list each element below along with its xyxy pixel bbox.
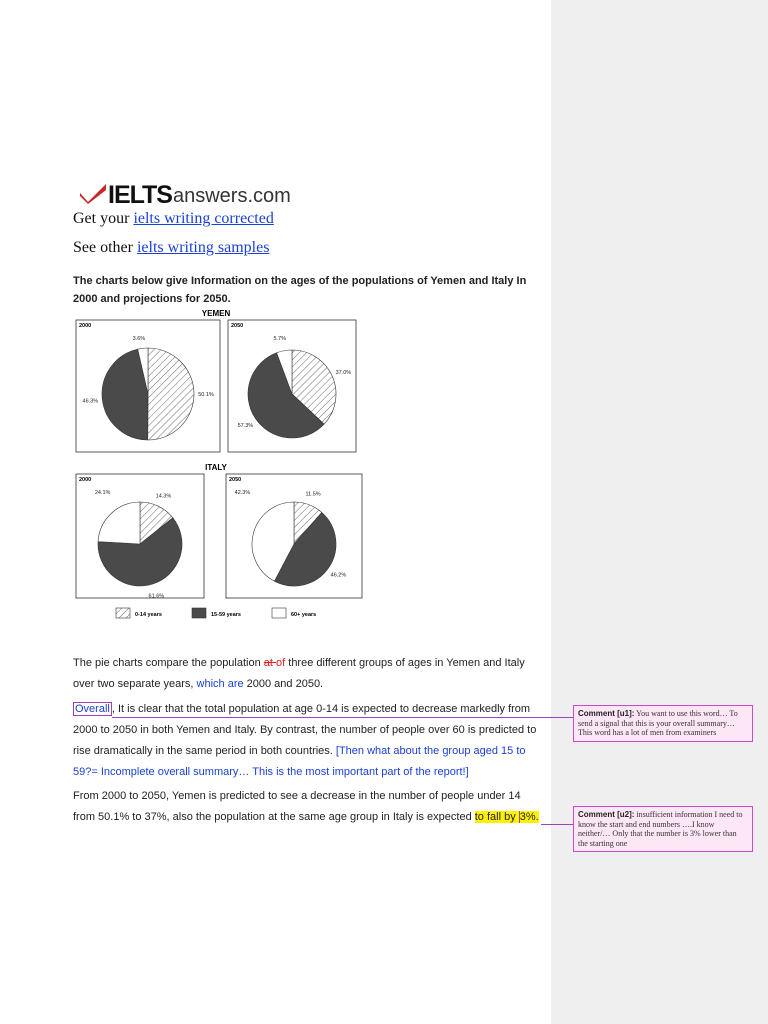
pie-data-label: 46.3% [82,398,99,405]
p1-text-a: The pie charts compare the population [73,657,264,669]
p2-reviewer-note: [Then what about the group aged 15 to 59?= Incomplete overall summary… This is the most important part of the report!] [73,745,526,778]
p1-blue-text: which are [196,678,244,690]
logo-ielts-text: IELTS [108,181,172,209]
p1-inserted-text: of [276,657,286,669]
comment-pane [551,0,768,1024]
pie-data-label: 50.1% [198,392,214,399]
p2-text: , It is clear that the total population at age 0-14 is expected to decrease markedly from 2000 to 2050 in both Yemen and Italy. By contrast, the number of people over 60 is predicted to rise dramatically in the same period in both countries. [73,703,537,757]
pie-charts-figure [70,306,370,626]
task-prompt: The charts below give Information on the ages of the populations of Yemen and Italy In 2000 and projections for 2050. [73,275,527,305]
pie-data-label: 57.3% [237,423,254,430]
overall-commented-word[interactable]: Overall [75,703,110,715]
pie-data-label: 3.6% [132,336,146,342]
chart-year-label: 2050 [231,323,244,329]
checkmark-logo-icon [78,182,108,204]
comment-2-connector [541,824,573,825]
legend-swatch-0-14 [116,608,130,618]
paragraph-2 [73,699,543,783]
comment-u1[interactable] [573,705,753,742]
get-corrected-line [73,210,274,228]
italy-title: ITALY [205,463,227,472]
p3-text: From 2000 to 2050, Yemen is predicted to see a decrease in the number of people under 14 from 50.1% to 37%, also the population at the same age group in Italy is expected [73,790,521,823]
legend-swatch-60-plus [272,608,286,618]
legend-label-60-plus: 60+ years [291,612,317,618]
comment-u2-tag: Comment [u2]: [578,810,635,819]
legend-label-15-59: 15-59 years [211,612,241,618]
other-samples-line [73,239,269,257]
ieltsanswers-logo[interactable] [78,176,291,209]
comment-u1-tag: Comment [u1]: [578,709,635,718]
p1-text-c: 2000 and 2050. [243,678,324,690]
pie-data-label: 14.3% [155,493,172,500]
comment-u2-text: insufficient information I need to know the start and end numbers ….I know neither/… Only that the number is 3% lower than the starting one [578,810,743,848]
line2-prefix: See other [73,239,137,256]
chart-legend [116,608,316,618]
p1-deleted-text: at [263,657,277,669]
chart-year-label: 2000 [79,477,92,483]
pie-data-label: 61.6% [148,593,165,600]
comment-1-anchor-line [112,717,546,718]
pie-data-label: 42.3% [234,490,251,496]
logo-answers-text: answers.com [172,185,291,207]
pie-data-label: 46.2% [330,572,347,579]
comment-1-connector [546,717,573,718]
paragraph-3 [73,786,543,828]
p1-text-b: three different groups of ages in Yemen and Italy over two separate years, [73,657,525,690]
line1-prefix: Get your [73,210,134,227]
pie-data-label: 11.5% [305,491,321,498]
comment-u1-text: You want to use this word… To send a signal that this is your overall summary… This word has a lot of men from examiners [578,709,738,737]
p3-highlight-1: to fall by [474,811,519,823]
pie-charts-svg [70,306,370,626]
legend-swatch-15-59 [192,608,206,618]
pie-data-label: 24.1% [94,490,111,496]
p3-commented-text[interactable]: 3%. [519,811,539,823]
ielts-writing-samples-link[interactable]: ielts writing samples [136,239,270,256]
chart-year-label: 2000 [79,323,92,329]
paragraph-1 [73,653,543,695]
chart-year-label: 2050 [229,477,242,483]
ielts-writing-corrected-link[interactable]: ielts writing corrected [133,210,274,227]
legend-label-0-14: 0-14 years [135,612,162,618]
pie-data-label: 5.7% [273,336,287,342]
pie-data-label: 37.0% [335,369,352,376]
yemen-title: YEMEN [201,309,231,318]
comment-u2[interactable] [573,806,753,852]
